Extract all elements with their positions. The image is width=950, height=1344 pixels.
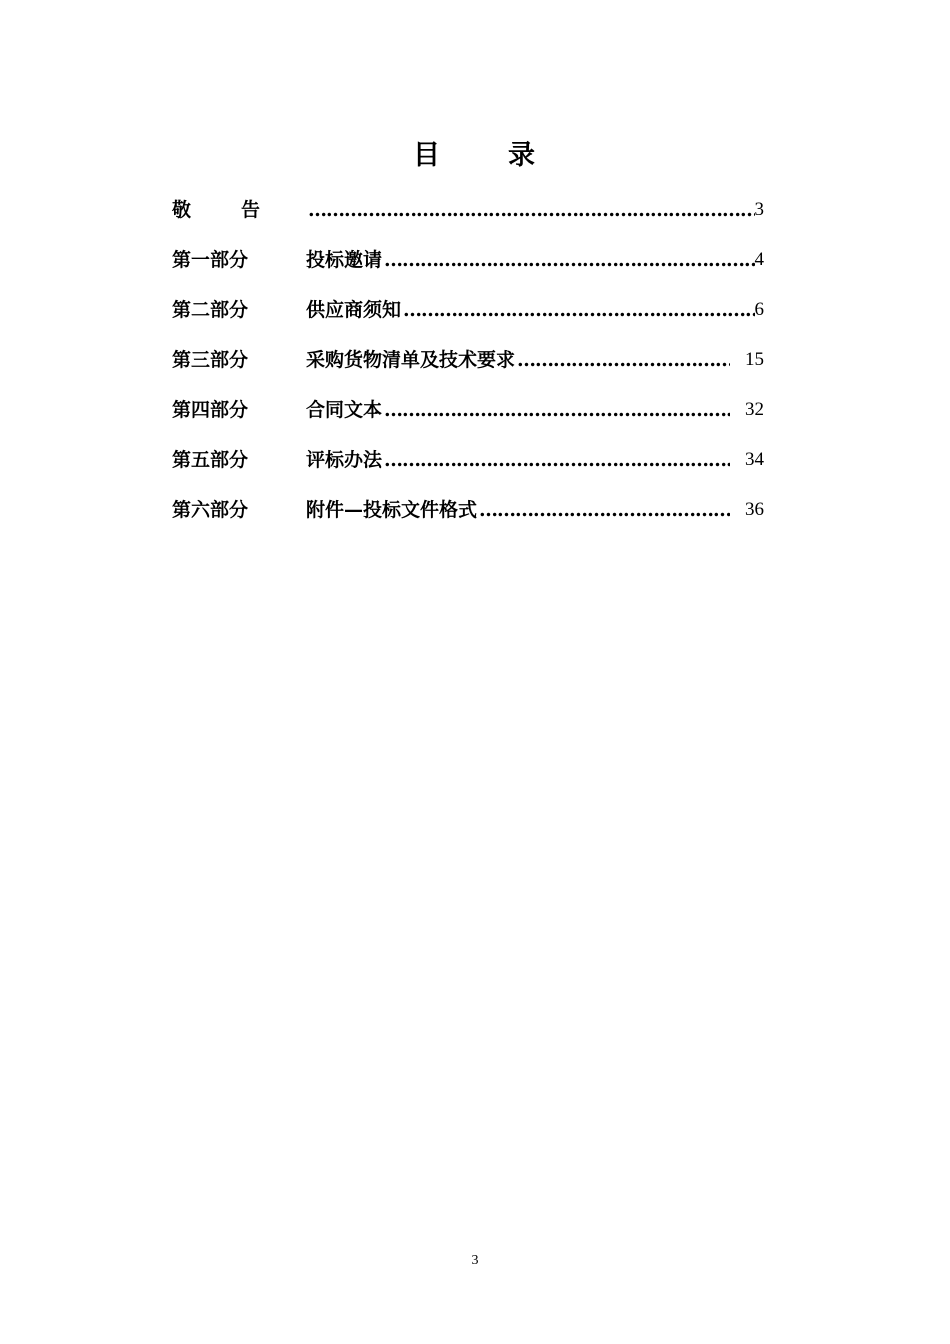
toc-entry-part — [172, 190, 260, 230]
toc-entry-section: 投标邀请 — [306, 249, 383, 271]
toc-entry-part-4[interactable] — [172, 385, 764, 435]
toc-entry-section: 采购货物清单及技术要求 — [306, 349, 516, 371]
toc-entry-page: 36 — [745, 499, 764, 520]
toc-entry-part: 第二部分 — [172, 299, 249, 321]
toc-entry-part: 第四部分 — [172, 399, 249, 421]
toc-entry-page: 32 — [745, 399, 764, 420]
toc-leader-dots — [401, 290, 754, 330]
toc-entry-part: 第一部分 — [172, 249, 249, 271]
toc-entry-part-2[interactable] — [172, 285, 764, 335]
toc-entry-part-5[interactable] — [172, 435, 764, 485]
table-of-contents — [172, 185, 764, 535]
toc-entry-part: 第三部分 — [172, 349, 249, 371]
toc-entry-page: 4 — [754, 249, 764, 270]
footer-page-number: 3 — [471, 1253, 479, 1268]
toc-title — [0, 136, 950, 176]
toc-entry-page: 3 — [754, 199, 764, 220]
toc-leader-dots — [515, 340, 730, 380]
toc-leader-dots — [477, 490, 730, 530]
toc-leader-dots — [382, 390, 730, 430]
toc-leader-dots — [306, 190, 755, 230]
toc-leader-dots — [382, 440, 730, 480]
toc-entry-section: 供应商须知 — [306, 299, 402, 321]
toc-entry-section: 附件—投标文件格式 — [306, 499, 478, 521]
toc-preface-char-2: 告 — [240, 199, 260, 221]
toc-entry-page: 15 — [745, 349, 764, 370]
toc-preface-char-1: 敬 — [172, 199, 192, 221]
toc-entry-part-6[interactable] — [172, 485, 764, 535]
toc-entry-part-1[interactable] — [172, 235, 764, 285]
toc-entry-part: 第六部分 — [172, 499, 249, 521]
toc-entry-page: 34 — [745, 449, 764, 470]
toc-entry-part-3[interactable] — [172, 335, 764, 385]
toc-entry-part: 第五部分 — [172, 449, 249, 471]
toc-entry-page: 6 — [754, 299, 764, 320]
toc-entry-preface[interactable] — [172, 185, 764, 235]
toc-leader-dots — [382, 240, 754, 280]
toc-entry-section: 评标办法 — [306, 449, 383, 471]
toc-entry-section: 合同文本 — [306, 399, 383, 421]
toc-title-char-2: 录 — [508, 140, 537, 171]
toc-title-char-1: 目 — [413, 140, 442, 171]
